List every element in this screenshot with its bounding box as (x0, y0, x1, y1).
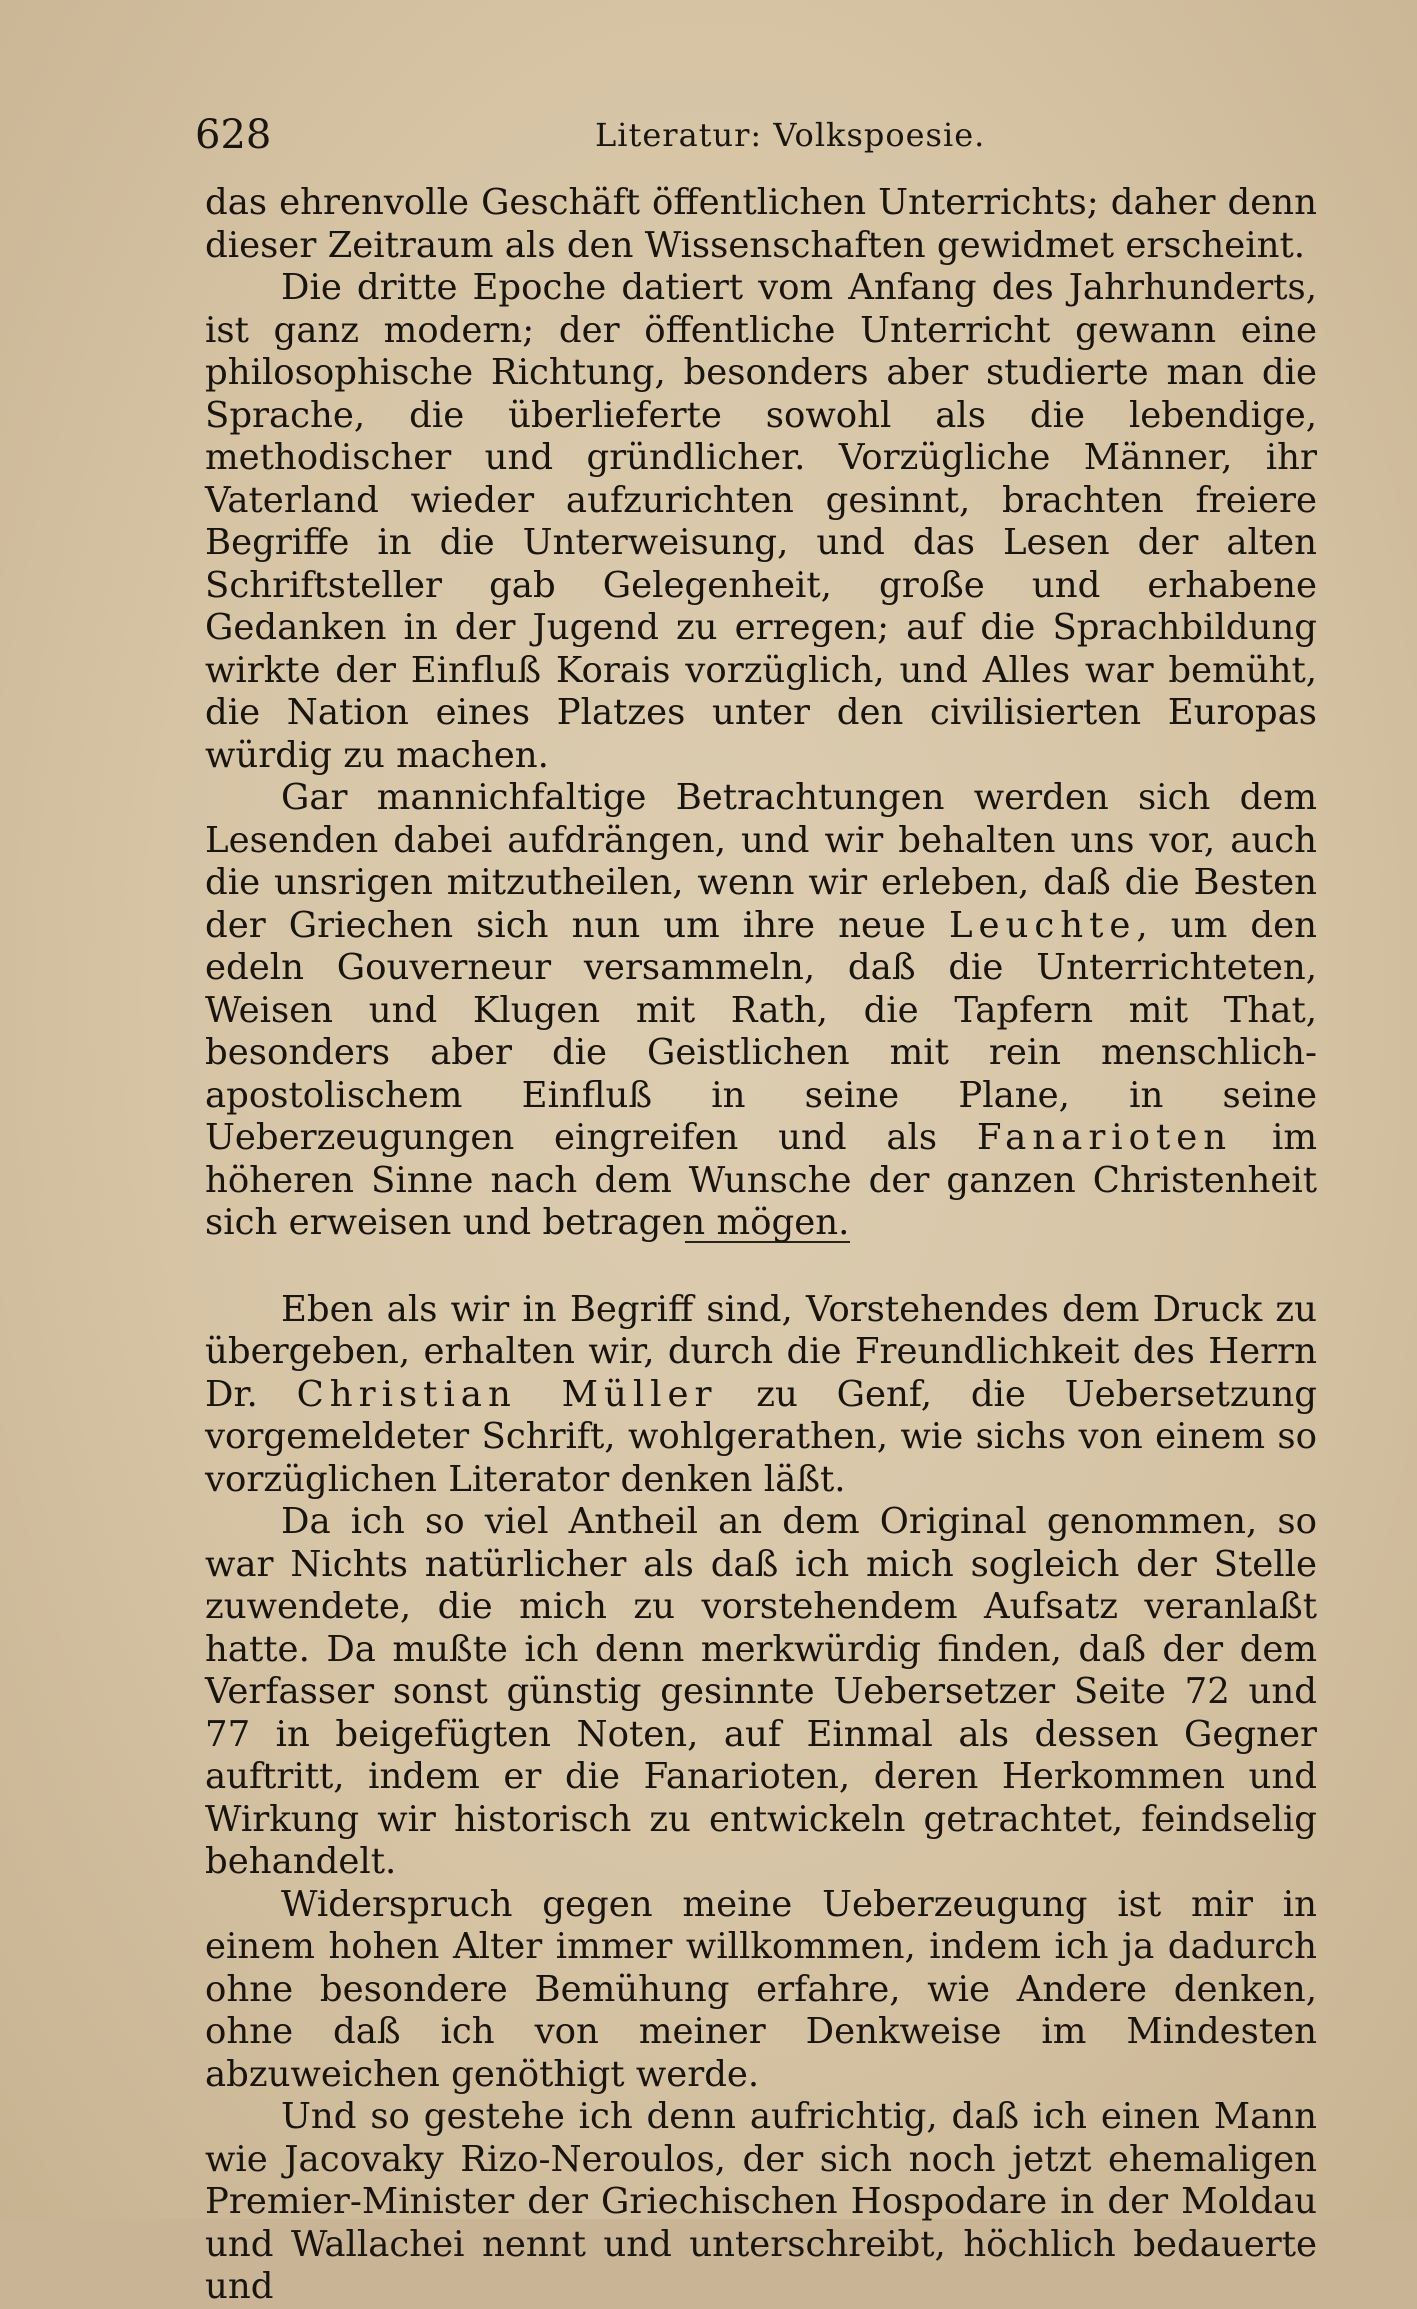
paragraph-4-part-c: zu Genf, die Uebersetzung vorgemeldeter Schrift, wohlgerathen, wie sichs von einem so vorzüglichen Literator denken läßt. (205, 1373, 1317, 1500)
paragraph-3-part-c: , um den edeln Gouverneur versammeln, daß die Unterrichteten, Weisen und Klugen mit Rath, die Tapfern mit That, besonders aber die Geistlichen mit rein menschlich-apostolischem Einfluß in seine Plane, in seine Ueberzeugungen eingreifen und als (205, 904, 1317, 1158)
emphasis-christian-mueller: Christian Müller (296, 1373, 718, 1415)
paragraph-3-part-e: im höheren Sinne nach dem Wunsche der ganzen Christenheit sich erweisen und betragen mögen. (205, 1117, 1317, 1243)
emphasis-fanarioten: Fanarioten (976, 1117, 1233, 1158)
paragraph-4 (205, 1289, 1317, 1502)
paragraph-3-part-a: Gar mannichfaltige Betrachtungen werden sich dem Lesenden dabei aufdrängen, und wir behalten uns vor, auch die unsrigen mitzutheilen, wenn wir erleben, daß die Besten der Griechen sich nun um ihre neue (205, 777, 1317, 946)
paragraph-4-part-a: Eben als wir in Begriff sind, Vorstehendes dem Druck zu übergeben, erhalten wir, durch die Freundlichkeit des Herrn Dr. (205, 1288, 1317, 1415)
paragraph-2: Die dritte Epoche datiert vom Anfang des Jahrhunderts, ist ganz modern; der öffentliche Unterricht gewann eine philosophische Richtung, besonders aber studierte man die Sprache, die überlieferte sowohl als die lebendige, methodischer und gründlicher. Vorzügliche Männer, ihr Vaterland wieder aufzurichten gesinnt, brachten freiere Begriffe in die Unterweisung, und das Lesen der alten Schriftsteller gab Gelegenheit, große und erhabene Gedanken in der Jugend zu erregen; auf die Sprachbildung wirkte der Einfluß Korais vorzüglich, und Alles war bemüht, die Nation eines Platzes unter den civilisierten Europas würdig zu machen. (205, 267, 1317, 776)
body-text (205, 182, 1317, 2309)
page-header (195, 112, 1305, 162)
emphasis-leuchte: Leuchte (948, 904, 1137, 946)
page-number: 628 (195, 112, 272, 158)
running-head: Literatur: Volkspoesie. (595, 116, 986, 154)
paragraph-6: Widerspruch gegen meine Ueberzeugung ist mir in einem hohen Alter immer willkommen, indem ich ja dadurch ohne besondere Bemühung erfahre, wie Andere denken, ohne daß ich von meiner Denkweise im Mindesten abzuweichen genöthigt werde. (205, 1883, 1317, 2095)
paragraph-1: das ehrenvolle Geschäft öffentlichen Unterrichts; daher denn dieser Zeitraum als den Wissenschaften gewidmet erscheint. (205, 182, 1317, 266)
paragraph-3 (205, 777, 1317, 1245)
paragraph-5: Da ich so viel Antheil an dem Original genommen, so war Nichts natürlicher als daß ich mich sogleich der Stelle zuwendete, die mich zu vorstehendem Aufsatz veranlaßt hatte. Da mußte ich denn merkwürdig finden, daß der dem Verfasser sonst günstig gesinnte Uebersetzer Seite 72 und 77 in beigefügten Noten, auf Einmal als dessen Gegner auftritt, indem er die Fanarioten, deren Herkommen und Wirkung wir historisch zu entwickeln getrachtet, feindselig behandelt. (205, 1501, 1317, 1882)
paragraph-7: Und so gestehe ich denn aufrichtig, daß ich einen Mann wie Jacovaky Rizo-Neroulos, der sich noch jetzt ehemaligen Premier-Minister der Griechischen Hospodare in der Moldau und Wallachei nennt und unterschreibt, höchlich bedauerte und (205, 2096, 1317, 2307)
